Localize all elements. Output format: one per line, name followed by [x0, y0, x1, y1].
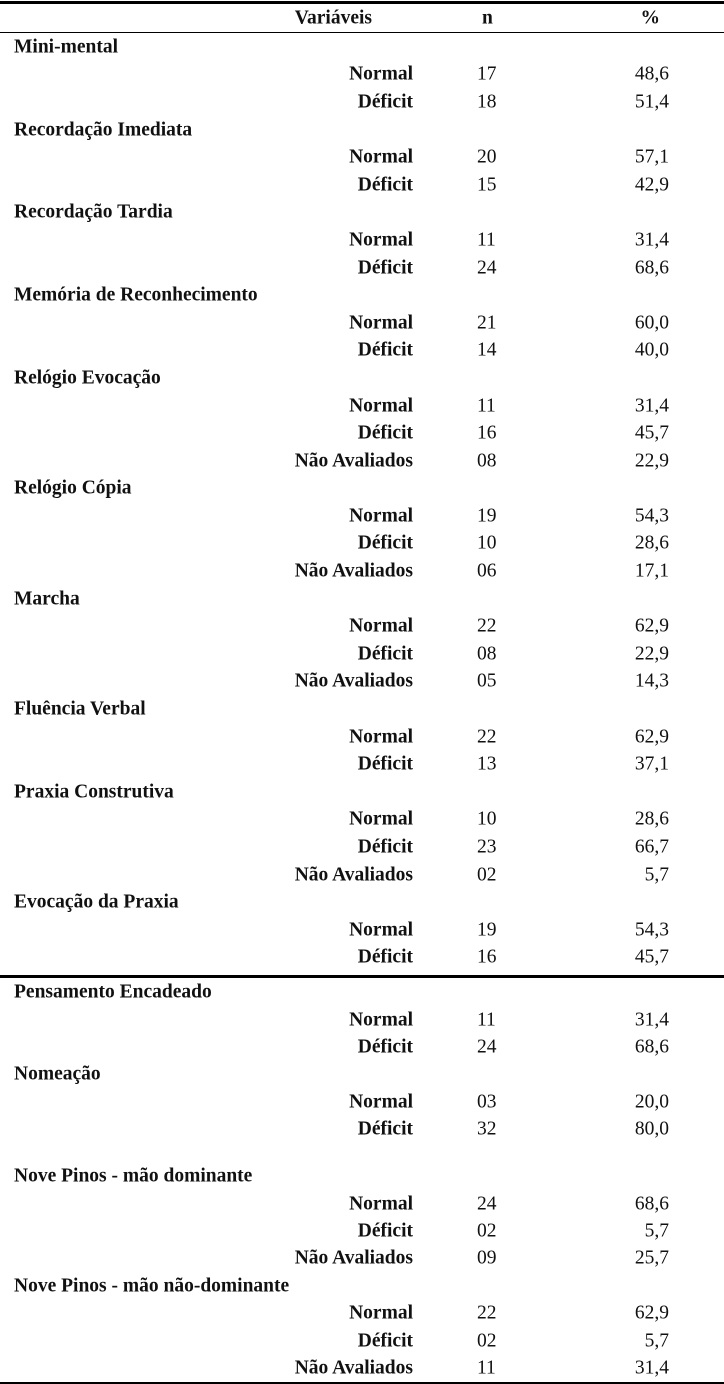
count-value: 19 — [477, 919, 497, 941]
category-label: Normal — [349, 919, 413, 941]
count-value: 22 — [477, 725, 497, 747]
group-row — [0, 1272, 724, 1299]
section-divider — [0, 975, 724, 978]
table-row — [0, 337, 724, 365]
percent-value: 31,4 — [634, 229, 669, 251]
category-label: Normal — [349, 1192, 413, 1214]
group-label: Relógio Evocação — [14, 367, 161, 389]
group-label: Nove Pinos - mão dominante — [14, 1165, 253, 1187]
percent-value: 57,1 — [634, 146, 669, 168]
table-section-1 — [0, 33, 724, 971]
table-row — [0, 723, 724, 751]
percent-value: 40,0 — [634, 339, 669, 361]
category-label: Déficit — [357, 753, 413, 775]
category-label: Não Avaliados — [294, 449, 413, 471]
group-row — [0, 33, 724, 61]
percent-value: 62,9 — [634, 615, 669, 637]
group-row — [0, 585, 724, 613]
category-label: Déficit — [357, 836, 413, 858]
percent-value: 54,3 — [634, 919, 669, 941]
table-row — [0, 1088, 724, 1115]
group-label: Nomeação — [14, 1063, 101, 1085]
count-value: 08 — [477, 449, 497, 471]
count-value: 22 — [477, 1302, 497, 1324]
group-label: Relógio Cópia — [14, 477, 132, 499]
percent-value: 31,4 — [634, 394, 669, 416]
category-label: Não Avaliados — [294, 1247, 413, 1269]
table-row — [0, 61, 724, 89]
table-row — [0, 1354, 724, 1381]
percent-value: 37,1 — [634, 753, 669, 775]
category-label: Déficit — [357, 1036, 413, 1058]
category-label: Normal — [349, 229, 413, 251]
percent-value: 62,9 — [634, 1302, 669, 1324]
group-label: Praxia Construtiva — [14, 781, 174, 803]
count-value: 13 — [477, 753, 497, 775]
group-row — [0, 979, 724, 1006]
percent-value: 68,6 — [634, 1192, 669, 1214]
table-row — [0, 944, 724, 972]
percent-value: 22,9 — [634, 643, 669, 665]
category-label: Normal — [349, 1008, 413, 1030]
count-value: 17 — [477, 63, 497, 85]
count-value: 11 — [477, 1357, 496, 1379]
count-value: 09 — [477, 1247, 497, 1269]
category-label: Déficit — [357, 1220, 413, 1242]
table-header — [0, 4, 724, 33]
percent-value: 48,6 — [634, 63, 669, 85]
category-label: Déficit — [357, 422, 413, 444]
table-section-2 — [0, 979, 724, 1143]
group-label: Recordação Tardia — [14, 201, 173, 223]
table-row — [0, 1299, 724, 1326]
category-label: Normal — [349, 808, 413, 830]
group-label: Marcha — [14, 587, 80, 609]
category-label: Normal — [349, 615, 413, 637]
category-label: Normal — [349, 1090, 413, 1112]
table-section-3 — [0, 1162, 724, 1381]
group-row — [0, 778, 724, 806]
group-row — [0, 199, 724, 227]
count-value: 14 — [477, 339, 497, 361]
table-row — [0, 171, 724, 199]
group-row — [0, 888, 724, 916]
group-label: Evocação da Praxia — [14, 891, 179, 913]
count-value: 10 — [477, 532, 497, 554]
count-value: 24 — [477, 1192, 497, 1214]
percent-value: 25,7 — [634, 1247, 669, 1269]
percent-value: 66,7 — [634, 836, 669, 858]
group-label: Mini-mental — [14, 36, 118, 58]
group-row — [0, 695, 724, 723]
group-label: Nove Pinos - mão não-dominante — [14, 1274, 290, 1296]
count-value: 23 — [477, 836, 497, 858]
percent-value: 45,7 — [634, 946, 669, 968]
percent-value: 17,1 — [634, 560, 669, 582]
count-value: 05 — [477, 670, 497, 692]
table-row — [0, 1190, 724, 1217]
category-label: Déficit — [357, 1329, 413, 1351]
table-row — [0, 88, 724, 116]
table-row — [0, 226, 724, 254]
count-value: 32 — [477, 1118, 497, 1140]
table-row — [0, 861, 724, 889]
count-value: 11 — [477, 229, 496, 251]
count-value: 06 — [477, 560, 497, 582]
group-label: Fluência Verbal — [14, 698, 146, 720]
header-percent: % — [640, 7, 660, 29]
percent-value: 5,7 — [644, 1329, 669, 1351]
table-row — [0, 1245, 724, 1272]
percent-value: 5,7 — [644, 1220, 669, 1242]
category-label: Normal — [349, 505, 413, 527]
category-label: Normal — [349, 725, 413, 747]
table-row — [0, 640, 724, 668]
section-spacer — [0, 1142, 724, 1162]
category-label: Déficit — [357, 1118, 413, 1140]
table-row — [0, 309, 724, 337]
category-label: Não Avaliados — [294, 863, 413, 885]
table-row — [0, 419, 724, 447]
group-label: Recordação Imediata — [14, 118, 193, 140]
count-value: 16 — [477, 946, 497, 968]
group-row — [0, 1162, 724, 1189]
count-value: 16 — [477, 422, 497, 444]
table-row — [0, 1115, 724, 1142]
count-value: 11 — [477, 394, 496, 416]
category-label: Não Avaliados — [294, 670, 413, 692]
count-value: 02 — [477, 863, 497, 885]
count-value: 21 — [477, 311, 497, 333]
count-value: 08 — [477, 643, 497, 665]
table-row — [0, 392, 724, 420]
category-label: Déficit — [357, 339, 413, 361]
count-value: 24 — [477, 1036, 497, 1058]
category-label: Déficit — [357, 174, 413, 196]
percent-value: 80,0 — [634, 1118, 669, 1140]
count-value: 24 — [477, 256, 497, 278]
table-row — [0, 916, 724, 944]
table-row — [0, 612, 724, 640]
group-label: Memória de Reconhecimento — [14, 284, 258, 306]
category-label: Normal — [349, 394, 413, 416]
table-row — [0, 530, 724, 558]
percent-value: 20,0 — [634, 1090, 669, 1112]
percent-value: 68,6 — [634, 256, 669, 278]
table-row — [0, 254, 724, 282]
group-row — [0, 364, 724, 392]
table-row — [0, 502, 724, 530]
table-row — [0, 833, 724, 861]
table-row — [0, 806, 724, 834]
percent-value: 5,7 — [644, 863, 669, 885]
category-label: Não Avaliados — [294, 560, 413, 582]
category-label: Não Avaliados — [294, 1357, 413, 1379]
count-value: 18 — [477, 91, 497, 113]
header-n: n — [482, 7, 493, 29]
percent-value: 22,9 — [634, 449, 669, 471]
category-label: Déficit — [357, 532, 413, 554]
percent-value: 51,4 — [634, 91, 669, 113]
category-label: Normal — [349, 63, 413, 85]
table-row — [0, 557, 724, 585]
group-row — [0, 1061, 724, 1088]
table-row — [0, 750, 724, 778]
table-row — [0, 447, 724, 475]
table-row — [0, 1033, 724, 1060]
group-row — [0, 475, 724, 503]
percent-value: 28,6 — [634, 532, 669, 554]
category-label: Déficit — [357, 946, 413, 968]
count-value: 22 — [477, 615, 497, 637]
group-row — [0, 281, 724, 309]
percent-value: 31,4 — [634, 1008, 669, 1030]
count-value: 02 — [477, 1329, 497, 1351]
percent-value: 68,6 — [634, 1036, 669, 1058]
percent-value: 31,4 — [634, 1357, 669, 1379]
count-value: 20 — [477, 146, 497, 168]
table-row — [0, 1217, 724, 1244]
percent-value: 54,3 — [634, 505, 669, 527]
header-variables: Variáveis — [294, 7, 372, 29]
category-label: Normal — [349, 146, 413, 168]
count-value: 15 — [477, 174, 497, 196]
percent-value: 14,3 — [634, 670, 669, 692]
table-row — [0, 143, 724, 171]
count-value: 10 — [477, 808, 497, 830]
category-label: Déficit — [357, 643, 413, 665]
table-row — [0, 1327, 724, 1354]
table-row — [0, 668, 724, 696]
percent-value: 42,9 — [634, 174, 669, 196]
category-label: Normal — [349, 1302, 413, 1324]
count-value: 19 — [477, 505, 497, 527]
category-label: Déficit — [357, 91, 413, 113]
percent-value: 28,6 — [634, 808, 669, 830]
percent-value: 60,0 — [634, 311, 669, 333]
count-value: 11 — [477, 1008, 496, 1030]
group-row — [0, 116, 724, 144]
percent-value: 45,7 — [634, 422, 669, 444]
group-label: Pensamento Encadeado — [14, 981, 212, 1003]
count-value: 03 — [477, 1090, 497, 1112]
category-label: Normal — [349, 311, 413, 333]
category-label: Déficit — [357, 256, 413, 278]
percent-value: 62,9 — [634, 725, 669, 747]
table-row — [0, 1006, 724, 1033]
count-value: 02 — [477, 1220, 497, 1242]
